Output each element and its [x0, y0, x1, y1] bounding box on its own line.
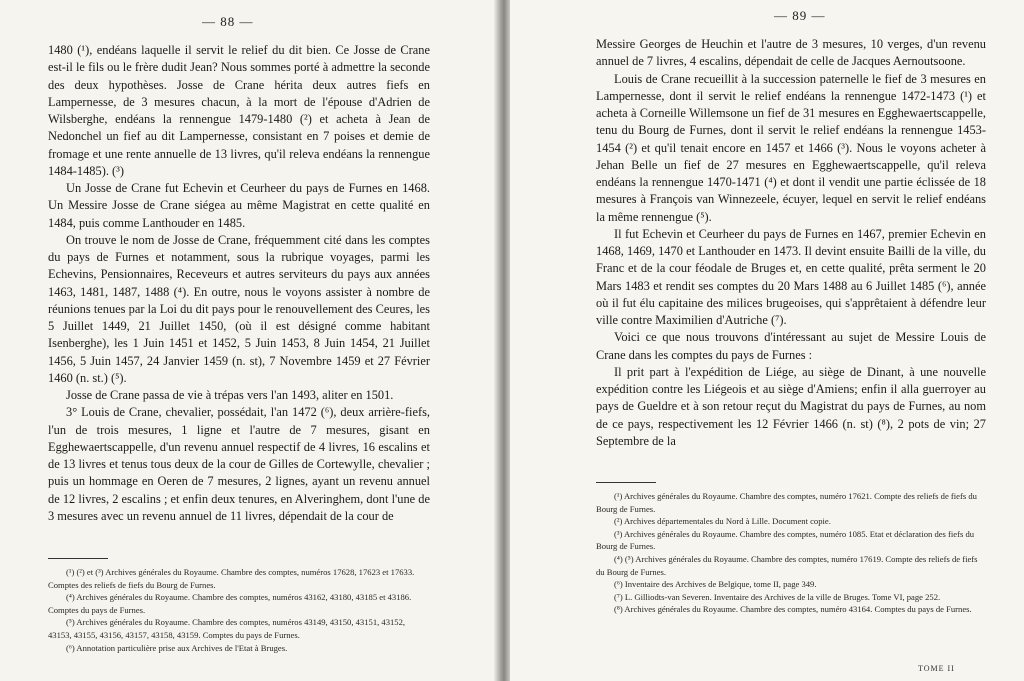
- left-paragraph-3: On trouve le nom de Josse de Crane, fréquemment cité dans les comptes du pays de Furnes et notamment, sous la rubrique voyages, parmi les Echevins, Pensionnaires, Receveurs et autres serviteurs du pays aux années 1463, 1481, 1487, 1488 (⁴). En outre, nous le voyons assister à nombre de réunions tenues par la Loi du dit pays pour le renouvellement des Ceures, les 5 Juillet 1449, 21 Juillet 1450, (où il est désigné comme habitant Isenberghe), les 1 Juin 1451 et 1452, 5 Juin 1453, 8 Juin 1454, 21 Juillet 1456, 5 Juin 1457, 24 Janvier 1459 (n. st), 7 Novembre 1459 et 27 Février 1460 (n. st.) (⁵).: [48, 232, 430, 385]
- right-paragraph-1: Messire Georges de Heuchin et l'autre de 3 mesures, 10 verges, d'un revenu annuel de 7 livres, 4 escalins, dépendait de celle de Jacques Aernoutsoone.: [596, 37, 986, 69]
- right-footnote-2: (²) Archives départementales du Nord à Lille. Document copie.: [614, 516, 831, 527]
- signature-mark: TOME II: [918, 664, 955, 673]
- left-footnote-6: (⁶) Annotation particulière prise aux Archives de l'Etat à Bruges.: [66, 642, 288, 653]
- right-page: [510, 0, 1024, 681]
- right-footnote-1: (¹) Archives générales du Royaume. Chambre des comptes, numéro 17621. Compte des reliefs de fiefs du Bourg de Furnes.: [596, 491, 977, 514]
- right-footnotes: [596, 490, 986, 616]
- right-footnote-3: (³) Archives générales du Royaume. Chambre des comptes, numéro 1085. Etat et déclaration des fiefs du Bourg de Furnes.: [596, 528, 975, 552]
- page-number-88: — 88 —: [202, 14, 254, 29]
- left-paragraph-2: Un Josse de Crane fut Echevin et Ceurheer du pays de Furnes en 1468. Un Messire Josse de Crane siégea au même Magistrat en cette qualité en 1484, puis comme Lanthouder en 1485.: [48, 181, 430, 230]
- right-footnote-4: (⁴) (⁵) Archives générales du Royaume. Chambre des comptes, numéro 17619. Compte des reliefs de fiefs du Bourg de Furnes.: [596, 553, 978, 577]
- right-paragraph-2: Louis de Crane recueillit à la succession paternelle le fief de 3 mesures en Lampernesse, dont il servit le relief endéans la rennengue 1472-1473 (¹) et acheta à Corneille Willemsone un fief de 31 mesures en Egghewaertscappelle, tenu du Bourg de Furnes, dont il servit le relief endéans la rennengue 1453-1454 (²) et qu'il tenait encore en 1457 et 1466 (³). Nous le voyons acheter à Jehan Belle un fief de 27 mesures en Egghewaertscappelle, qu'il releva endéans la rennengue 1470-1471 (⁴) et dont il vendit une partie éclissée de 18 mesures à François van Winnezeele, écuyer, lequel en servit le relief endéans la même rennengue (⁵).: [596, 71, 986, 224]
- left-paragraph-4: Josse de Crane passa de vie à trépas vers l'an 1493, aliter en 1501.: [66, 388, 394, 402]
- left-paragraph-1: 1480 (¹), endéans laquelle il servit le relief du dit bien. Ce Josse de Crane est-il le fils ou le frère dudit Jean? Nous sommes porté à admettre la seconde des deux hypothèses. Josse de Crane hérita deux autres fiefs en Lampernesse, de 3 mesures chacun, à la mort de l'épouse d'Adrien de Wilsberghe, endéans la rennengue 1479-1480 (²) et acheta à Jean de Nedonchel un fief au dit Lampernesse, consistant en 7 poises et demie de fromage et une rente annuelle de 13 livres, qu'il releva endéans la rennengue 1484-1485). (³): [48, 43, 430, 178]
- left-footnote-5: (⁵) Archives générales du Royaume. Chambre des comptes, numéros 43149, 43150, 43151, 43152, 43153, 43155, 43156, 43157, 43158, 43159. Comptes du pays de Furnes.: [48, 617, 406, 640]
- left-footnote-1: (¹) (²) et (³) Archives générales du Royaume. Chambre des comptes, numéros 17628, 17623 et 17633. Comptes des reliefs de fiefs du Bourg de Furnes.: [48, 567, 415, 590]
- right-footnote-8: (⁸) Archives générales du Royaume. Chambre des comptes, numéro 43164. Comptes du pays de Furnes.: [614, 604, 972, 615]
- left-page: [0, 0, 500, 681]
- left-footnote-rule: [48, 558, 108, 559]
- left-page-body: [48, 42, 430, 525]
- right-paragraph-3: Il fut Echevin et Ceurheer du pays de Furnes en 1467, premier Echevin en 1468, 1469, 1470 et Lanthouder en 1473. Il devint ensuite Bailli de la ville, du Franc et de la cour féodale de Bruges et, en cette qualité, prêta serment le 20 Mars 1483 et rendit ses comptes du 20 Mars 1488 au 6 Juillet 1485 (⁶), année où il fut élu capitaine des milices brugeoises, qui s'apprêtaient à défendre leur ville contre Maximilien d'Autriche (⁷).: [596, 226, 986, 327]
- right-paragraph-5: Il prit part à l'expédition de Liége, au siège de Dinant, à une nouvelle expédition contre les Liégeois et au siège d'Amiens; enfin il alla guerroyer au pays de Gueldre et à son retour reçut du Magistrat du pays de Furnes, au nom de ce pays, respectivement les 12 Février 1466 (n. st) (⁸), 2 pots de vin; 27 Septembre de la: [596, 364, 986, 448]
- left-footnotes: [48, 566, 430, 654]
- right-paragraph-4: Voici ce que nous trouvons d'intéressant au sujet de Messire Louis de Crane dans les comptes du pays de Furnes :: [596, 330, 986, 362]
- left-footnote-4: (⁴) Archives générales du Royaume. Chambre des comptes, numéros 43162, 43180, 43185 et 43186. Comptes du pays de Furnes.: [48, 592, 412, 615]
- right-page-body: [596, 36, 986, 450]
- right-footnote-rule: [596, 482, 656, 483]
- right-footnote-6: (⁶) Inventaire des Archives de Belgique, tome II, page 349.: [614, 579, 817, 590]
- page-number-89: — 89 —: [774, 8, 826, 23]
- right-footnote-7: (⁷) L. Gilliodts-van Severen. Inventaire des Archives de la ville de Bruges. Tome VI, page 252.: [614, 591, 941, 602]
- left-paragraph-5: 3° Louis de Crane, chevalier, possédait, l'an 1472 (⁶), deux arrière-fiefs, l'un de trois mesures, 1 ligne et l'autre de 7 mesures, gisant en Egghewaertscappelle, d'un revenu annuel respectif de 4 livres, 16 escalins et de 13 livres et tenus tous deux de la cour de Gilles de Cortewylle, chevalier ; puis un hommage en Oeren de 7 mesures, 2 lignes, ayant un revenu annuel de 12 livres, 2 escalins ; et enfin deux tenures, en Alveringhem, dont l'une de 3 mesures avec un revenu annuel de 11 livres, dépendait de la cour de: [48, 405, 430, 523]
